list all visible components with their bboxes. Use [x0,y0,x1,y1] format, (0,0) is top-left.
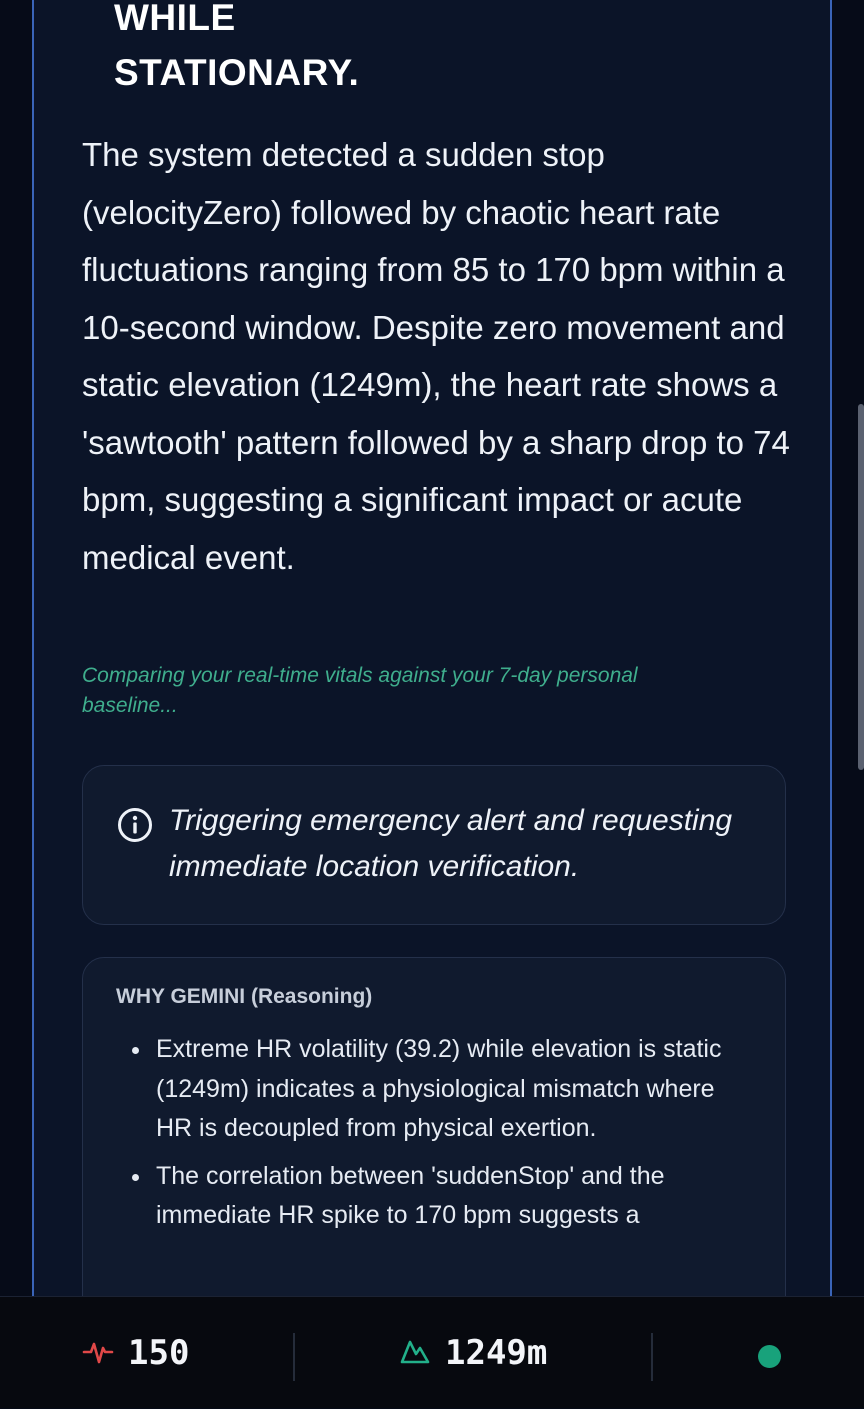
scrollbar-thumb[interactable] [858,404,864,770]
reasoning-list [116,1030,756,1244]
emergency-alert-card [82,765,786,925]
baseline-status-note: Comparing your real-time vitals against your 7-day personal baseline... [82,664,638,717]
mountain-icon [399,1335,431,1372]
reasoning-item-text: Extreme HR volatility (39.2) while elevation is static (1249m) indicates a physiological mismatch where HR is decoupled from physical exertion. [156,1035,722,1142]
elevation-value: 1249m [445,1333,548,1373]
divider [293,1333,295,1381]
heart-rate-stat [82,1297,189,1409]
incident-panel [32,0,832,1296]
status-dot [758,1345,781,1368]
elevation-stat [399,1297,547,1409]
bullet-icon [132,1174,139,1181]
scrollbar[interactable] [858,0,864,1296]
heartbeat-icon [82,1335,114,1372]
reasoning-card [82,957,786,1296]
bullet-icon [132,1047,139,1054]
incident-heading: WHILE STATIONARY. [114,0,360,93]
heart-rate-value: 150 [128,1333,190,1373]
divider [651,1333,653,1381]
incident-description: The system detected a sudden stop (velocityZero) followed by chaotic heart rate fluctuations ranging from 85 to 170 bpm within a 10-second window. Despite zero movement and static elevation (1249m), the heart rate shows a 'sawtooth' pattern followed by a sharp drop to 74 bpm, suggesting a significant impact or acute medical event. [82,136,790,576]
list-item [116,1030,756,1149]
list-item [116,1157,756,1236]
vitals-status-bar [0,1296,864,1408]
reasoning-item-text: The correlation between 'suddenStop' and the immediate HR spike to 170 bpm suggests a [156,1161,665,1229]
reasoning-title: WHY GEMINI (Reasoning) [116,985,373,1008]
info-icon [117,807,153,843]
alert-message: Triggering emergency alert and requesting immediate location verification. [169,804,733,883]
